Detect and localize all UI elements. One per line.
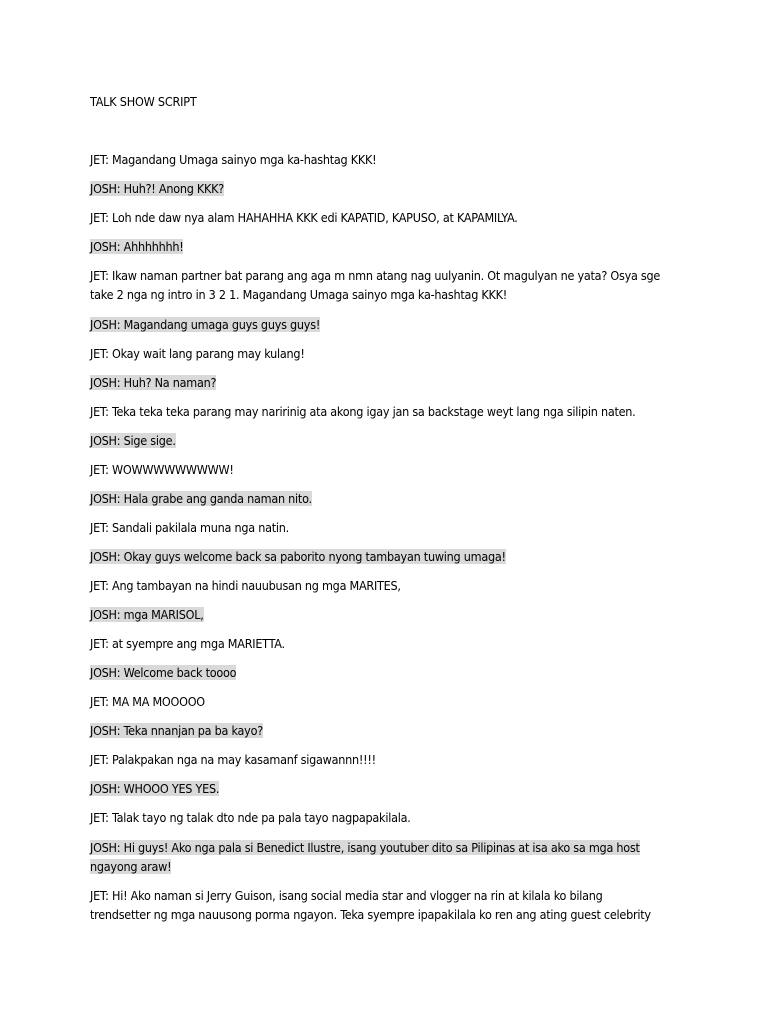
dialogue-text: JET: Loh nde daw nya alam HAHAHHA KKK edi KAPATID, KAPUSO, at KAPAMILYA. [90,210,518,225]
jet-dialogue-line [90,460,680,479]
dialogue-text: trendsetter ng mga nauusong porma ngayon. Teka syempre ipapakilala ko ren ang ating guest celebrity [90,907,651,922]
josh-dialogue-line [90,547,680,566]
jet-dialogue-line [90,208,680,227]
josh-dialogue-line [90,663,680,682]
dialogue-text: ngayong araw! [90,859,172,874]
document-title: TALK SHOW SCRIPT [90,94,197,109]
dialogue-text: JET: WOWWWWWWWWW! [90,462,234,477]
jet-dialogue-line [90,808,680,827]
dialogue-text: JET: Hi! Ako naman si Jerry Guison, isang social media star and vlogger na rin at kilala ko bilang [90,888,603,903]
jet-dialogue-line [90,518,680,537]
dialogue-text: JOSH: Sige sige. [90,433,176,448]
josh-dialogue-line [90,237,680,256]
jet-dialogue-line [90,266,680,285]
dialogue-text: take 2 nga ng intro in 3 2 1. Magandang Umaga sainyo mga ka-hashtag KKK! [90,287,508,302]
dialogue-text: JOSH: Teka nnanjan pa ba kayo? [90,723,263,738]
dialogue-text: JET: Sandali pakilala muna nga natin. [90,520,289,535]
jet-dialogue-line [90,402,680,421]
dialogue-text: JET: Palakpakan nga na may kasamanf sigawannn!!!! [90,752,376,767]
josh-dialogue-line [90,431,680,450]
josh-dialogue-line [90,489,680,508]
jet-dialogue-line [90,576,680,595]
dialogue-text: JET: at syempre ang mga MARIETTA. [90,636,285,651]
dialogue-text: JOSH: Okay guys welcome back sa paborito nyong tambayan tuwing umaga! [90,549,506,564]
jet-dialogue-line-continuation [90,905,680,924]
dialogue-text: JET: Okay wait lang parang may kulang! [90,346,305,361]
dialogue-text: JOSH: Hala grabe ang ganda naman nito. [90,491,312,506]
josh-dialogue-line [90,838,680,857]
jet-dialogue-line [90,150,680,169]
dialogue-text: JET: Magandang Umaga sainyo mga ka-hashtag KKK! [90,152,377,167]
dialogue-text: JOSH: Huh?! Anong KKK? [90,181,225,196]
dialogue-text: JOSH: Huh? Na naman? [90,375,217,390]
jet-dialogue-line [90,750,680,769]
josh-dialogue-line [90,373,680,392]
jet-dialogue-line-continuation [90,285,680,304]
dialogue-text: JOSH: WHOOO YES YES. [90,781,220,796]
josh-dialogue-line [90,721,680,740]
josh-dialogue-line [90,605,680,624]
jet-dialogue-line [90,634,680,653]
jet-dialogue-line [90,692,680,711]
josh-dialogue-line [90,779,680,798]
jet-dialogue-line [90,886,680,905]
josh-dialogue-line [90,179,680,198]
dialogue-text: JOSH: mga MARISOL, [90,607,204,622]
dialogue-text: JOSH: Ahhhhhhh! [90,239,184,254]
josh-dialogue-line-continuation [90,857,680,876]
dialogue-text: JET: MA MA MOOOOO [90,694,205,709]
dialogue-text: JOSH: Hi guys! Ako nga pala si Benedict Ilustre, isang youtuber dito sa Pilipinas at isa ako sa mga host [90,840,640,855]
dialogue-text: JOSH: Magandang umaga guys guys guys! [90,317,321,332]
dialogue-text: JET: Ikaw naman partner bat parang ang aga m nmn atang nag uulyanin. Ot magulyan ne yata? Osya sge [90,268,661,283]
jet-dialogue-line [90,344,680,363]
dialogue-text: JOSH: Welcome back toooo [90,665,237,680]
dialogue-text: JET: Ang tambayan na hindi nauubusan ng mga MARITES, [90,578,401,593]
dialogue-text: JET: Teka teka teka parang may naririnig ata akong igay jan sa backstage weyt lang nga silipin naten. [90,404,636,419]
josh-dialogue-line [90,315,680,334]
dialogue-text: JET: Talak tayo ng talak dto nde pa pala tayo nagpapakilala. [90,810,411,825]
